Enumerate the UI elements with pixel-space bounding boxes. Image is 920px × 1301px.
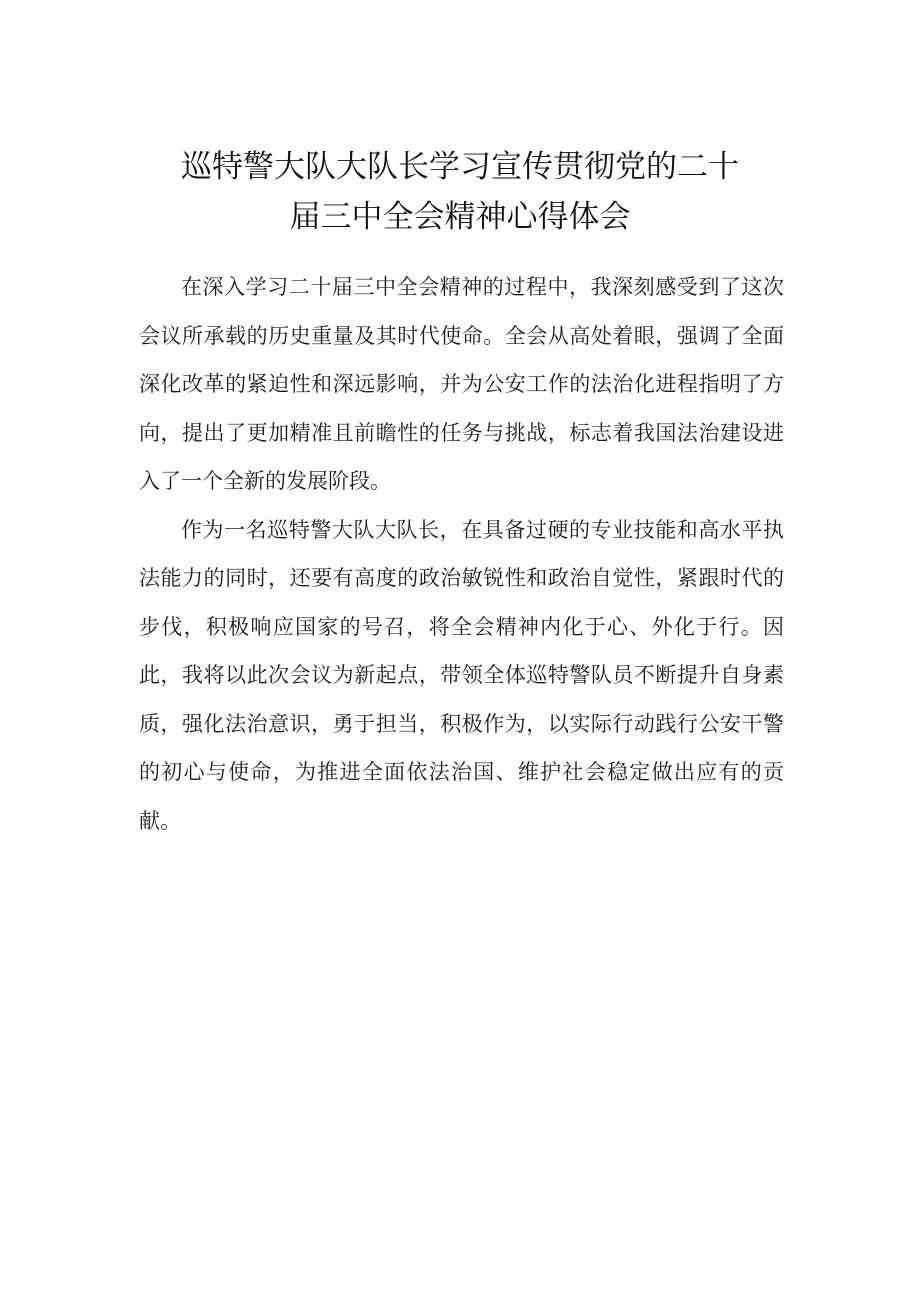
title-line-1: 巡特警大队大队长学习宣传贯彻党的二十 [181,149,739,185]
paragraph-2: 作为一名巡特警大队大队长，在具备过硬的专业技能和高水平执法能力的同时，还要有高度的政治敏锐性和政治自觉性，紧跟时代的步伐，积极响应国家的号召，将全会精神内化于心、外化于行。因此，我将以此次会议为新起点，带领全体巡特警队员不断提升自身素质，强化法治意识，勇于担当，积极作为，以实际行动践行公安干警的初心与使命，为推进全面依法治国、维护社会稳定做出应有的贡献。 [139,517,784,833]
paragraph-1: 在深入学习二十届三中全会精神的过程中，我深刻感受到了这次会议所承载的历史重量及其时代使命。全会从高处着眼，强调了全面深化改革的紧迫性和深远影响，并为公安工作的法治化进程指明了方向，提出了更加精准且前瞻性的任务与挑战，标志着我国法治建设进入了一个全新的发展阶段。 [139,275,784,493]
title-line-2: 届三中全会精神心得体会 [289,199,631,235]
document-body [139,263,784,845]
document-title [100,142,820,242]
